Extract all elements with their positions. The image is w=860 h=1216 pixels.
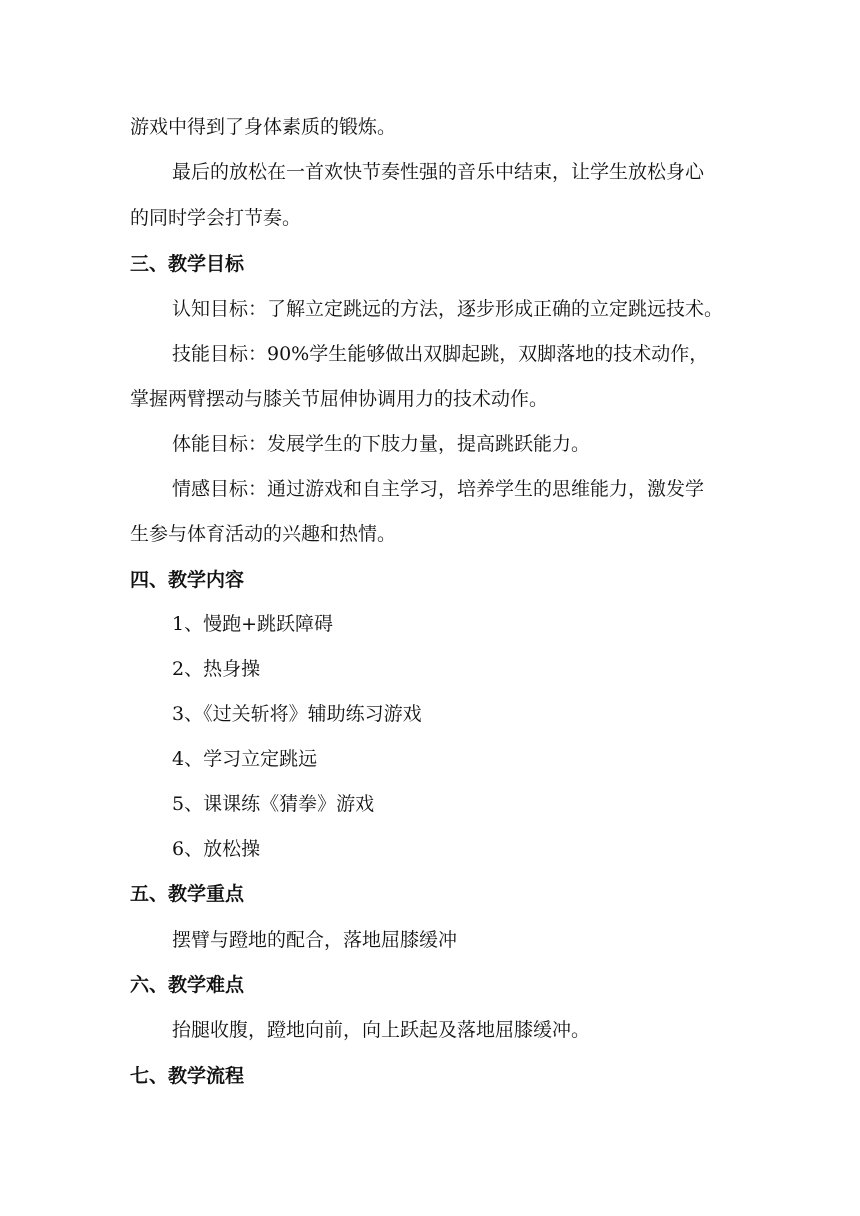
content-item-5: 5、课课练《猜拳》游戏 [172, 793, 375, 815]
content-item-4: 4、学习立定跳远 [172, 748, 318, 770]
intro-para2-line-2: 的同时学会打节奏。 [130, 207, 302, 229]
cognitive-goal: 认知目标：了解立定跳远的方法，逐步形成正确的立定跳远技术。 [172, 298, 724, 320]
emotion-goal-line-1: 情感目标：通过游戏和自主学习，培养学生的思维能力，激发学 [172, 478, 705, 500]
content-item-2: 2、热身操 [172, 658, 261, 680]
section-5-heading: 五、教学重点 [130, 883, 245, 905]
skill-goal-line-2: 掌握两臂摆动与膝关节屈伸协调用力的技术动作。 [130, 388, 549, 410]
physical-goal: 体能目标：发展学生的下肢力量，提高跳跃能力。 [172, 433, 591, 455]
intro-para2-line-1: 最后的放松在一首欢快节奏性强的音乐中结束，让学生放松身心 [172, 161, 705, 183]
content-item-6: 6、放松操 [172, 838, 261, 860]
intro-line-1: 游戏中得到了身体素质的锻炼。 [130, 116, 397, 138]
content-item-3: 3、《过关斩将》辅助练习游戏 [172, 703, 422, 725]
section-6-heading: 六、教学难点 [130, 974, 245, 996]
section-3-heading: 三、教学目标 [130, 253, 245, 275]
content-item-1: 1、慢跑+跳跃障碍 [172, 613, 334, 635]
skill-goal-line-1: 技能目标：90%学生能够做出双脚起跳，双脚落地的技术动作， [172, 343, 709, 365]
section-4-heading: 四、教学内容 [130, 569, 245, 591]
key-point-text: 摆臂与蹬地的配合，落地屈膝缓冲 [172, 929, 458, 951]
section-7-heading: 七、教学流程 [130, 1065, 245, 1087]
difficulty-text: 抬腿收腹，蹬地向前，向上跃起及落地屈膝缓冲。 [172, 1019, 591, 1041]
emotion-goal-line-2: 生参与体育活动的兴趣和热情。 [130, 523, 397, 545]
